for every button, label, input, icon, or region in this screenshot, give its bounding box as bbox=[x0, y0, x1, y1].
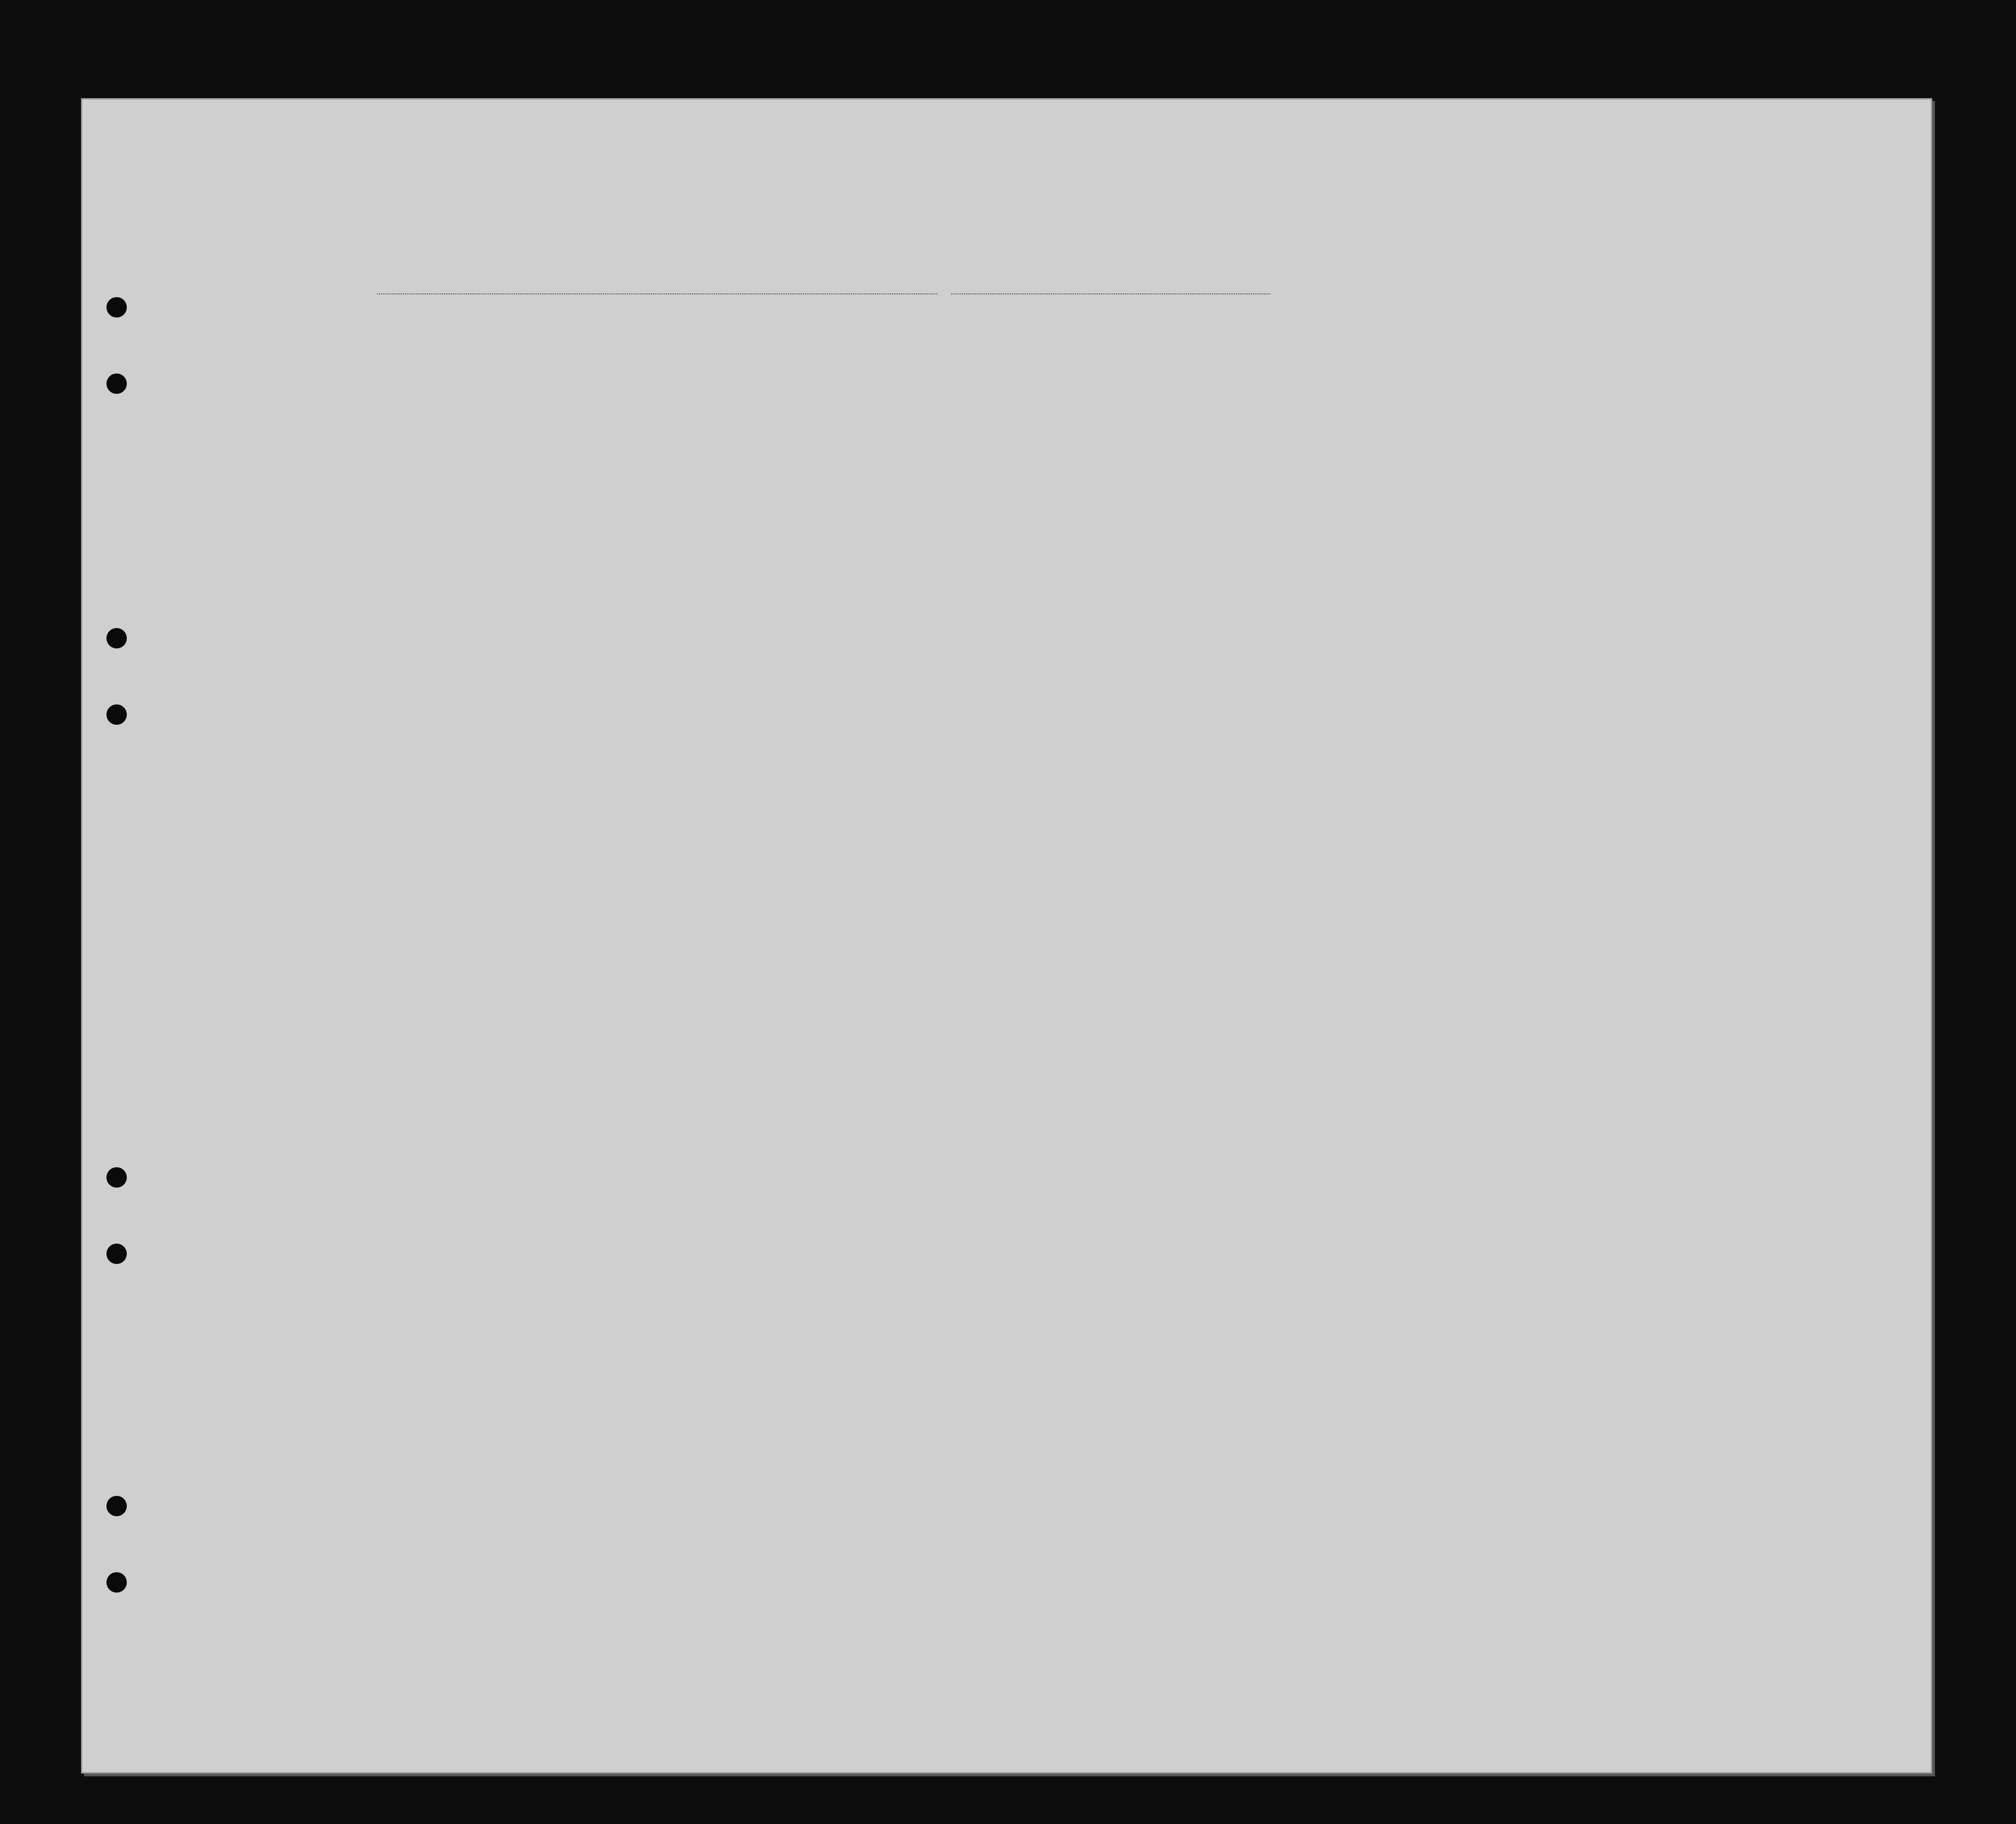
manifest-table bbox=[81, 98, 1932, 1774]
manifest-sheet bbox=[81, 98, 1932, 1774]
